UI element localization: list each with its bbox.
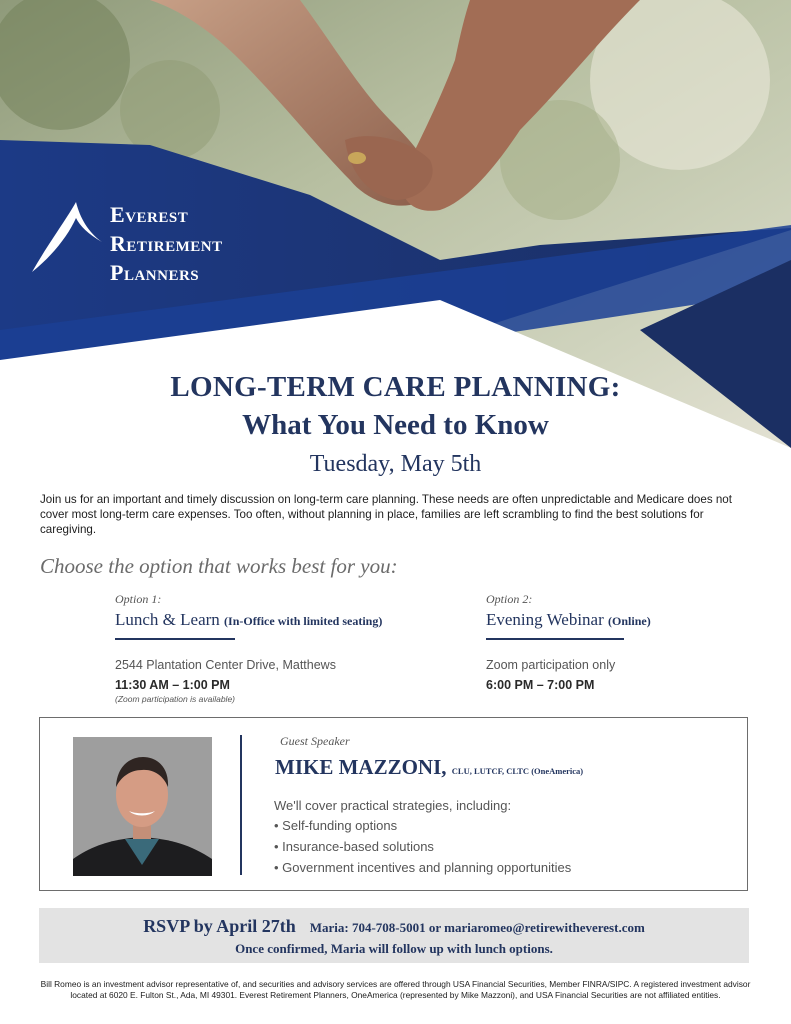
option-underline xyxy=(115,638,235,640)
page-subtitle: What You Need to Know xyxy=(242,409,549,441)
option-label: Option 2: xyxy=(486,592,533,606)
option-label: Option 1: xyxy=(115,592,162,606)
brand-logo xyxy=(30,196,290,286)
topics-intro: We'll cover practical strategies, including: xyxy=(274,798,512,813)
guest-speaker-label: Guest Speaker xyxy=(280,734,350,748)
option-title xyxy=(486,610,766,630)
option-time: 6:00 PM – 7:00 PM xyxy=(486,678,595,692)
brand-line3-initial: P xyxy=(110,260,124,285)
mountain-icon xyxy=(30,196,110,276)
brand-line3-rest: LANNERS xyxy=(123,268,200,284)
guest-speaker-box xyxy=(39,717,748,891)
rsvp-contact[interactable]: Maria: 704-708-5001 or mariaromeo@retirewitheverest.com xyxy=(309,920,645,935)
option-location: Zoom participation only xyxy=(486,658,616,672)
speaker-credentials: CLU, LUTCF, CLTC (OneAmerica) xyxy=(451,766,584,776)
option-title-main: Evening Webinar xyxy=(486,610,604,629)
option-title xyxy=(115,610,455,630)
speaker-name-main: MIKE MAZZONI, xyxy=(275,755,447,779)
option-title-sub: (In-Office with limited seating) xyxy=(224,614,383,628)
option-underline xyxy=(486,638,624,640)
brand-line1-rest: VEREST xyxy=(125,210,189,226)
option-evening-webinar xyxy=(486,592,766,692)
option-title-sub: (Online) xyxy=(608,614,651,628)
page-title: LONG-TERM CARE PLANNING: xyxy=(170,371,621,403)
rsvp-deadline: RSVP by April 27th xyxy=(143,916,296,936)
brand-line1-initial: E xyxy=(110,202,126,227)
rsvp-banner xyxy=(39,908,749,963)
rsvp-line xyxy=(39,916,749,937)
rsvp-followup: Once confirmed, Maria will follow up with lunch options. xyxy=(235,941,553,956)
option-note: (Zoom participation is available) xyxy=(115,694,235,704)
option-title-main: Lunch & Learn xyxy=(115,610,220,629)
speaker-photo xyxy=(73,737,212,876)
brand-line2-rest: ETIREMENT xyxy=(126,239,223,255)
topic-item: • Government incentives and planning opportunities xyxy=(274,860,572,875)
speaker-portrait-icon xyxy=(73,737,212,876)
topic-item: • Insurance-based solutions xyxy=(274,839,434,854)
topic-item: • Self-funding options xyxy=(274,818,398,833)
brand-name xyxy=(110,202,223,289)
option-location: 2544 Plantation Center Drive, Matthews xyxy=(115,658,336,672)
intro-paragraph: Join us for an important and timely discussion on long-term care planning. These needs are often unpredictable and Medicare does not cover most long-term care expenses. Too often, without planning in place, families are left scrambling to find the best solutions for caregiving. xyxy=(40,493,732,536)
choose-heading: Choose the option that works best for you: xyxy=(40,554,398,578)
option-time: 11:30 AM – 1:00 PM xyxy=(115,678,230,692)
option-lunch-learn xyxy=(115,592,455,704)
speaker-divider xyxy=(240,735,242,875)
event-date: Tuesday, May 5th xyxy=(309,451,482,477)
brand-line2-initial: R xyxy=(110,231,127,256)
speaker-name xyxy=(275,755,583,780)
legal-disclaimer: Bill Romeo is an investment advisor representative of, and securities and advisory services are offered through USA Financial Securities, Member FINRA/SIPC. A registered investment advisor located at 6020 E. Fulton St., Ada, MI 49301. Everest Retirement Planners, OneAmerica (represented by Mike Mazzoni), and USA Financial Securities are not affiliated entities. xyxy=(40,979,751,1000)
